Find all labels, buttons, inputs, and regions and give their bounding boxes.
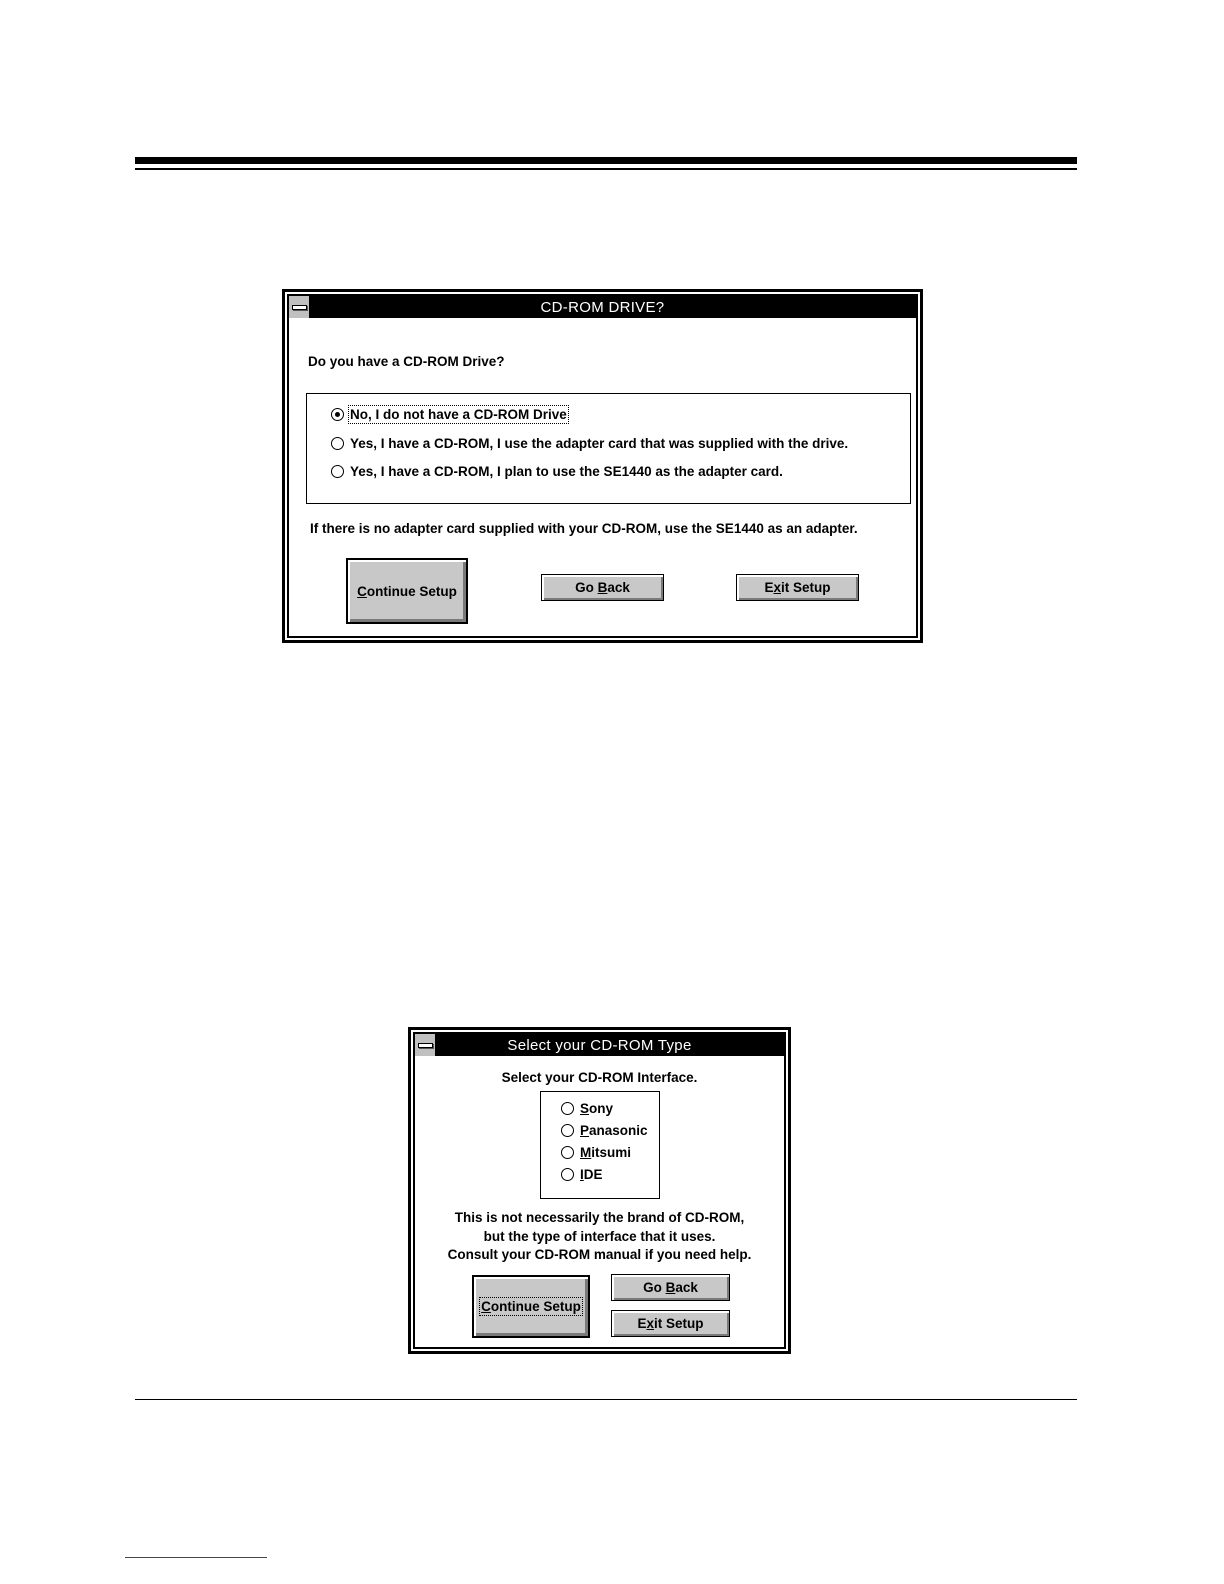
exit-setup-button[interactable]: Exit Setup	[611, 1310, 730, 1337]
radio-panasonic[interactable]: Panasonic	[561, 1123, 648, 1138]
title-bar	[415, 1034, 784, 1056]
radio-sony[interactable]: Sony	[561, 1101, 613, 1116]
system-menu-icon[interactable]	[415, 1034, 437, 1056]
radio-empty-icon	[561, 1124, 574, 1137]
footer-rule	[135, 1399, 1077, 1400]
options-group	[306, 393, 911, 504]
question-label: Do you have a CD-ROM Drive?	[308, 354, 505, 369]
radio-no-cdrom[interactable]	[331, 407, 567, 422]
radio-mitsumi[interactable]: Mitsumi	[561, 1145, 631, 1160]
dialog-frame	[287, 294, 918, 638]
adapter-note: If there is no adapter card supplied with your CD-ROM, use the SE1440 as an adapter.	[310, 521, 858, 536]
dialog-frame	[413, 1032, 786, 1349]
radio-empty-icon	[331, 465, 344, 478]
dialog-title: CD-ROM DRIVE?	[540, 298, 665, 316]
radio-empty-icon	[331, 437, 344, 450]
help-line-2: but the type of interface that it uses.	[483, 1229, 716, 1244]
cdrom-type-dialog	[408, 1027, 791, 1354]
radio-label: No, I do not have a CD-ROM Drive	[350, 407, 567, 422]
help-line-3: Consult your CD-ROM manual if you need help.	[447, 1247, 752, 1262]
go-back-button[interactable]: Go Back	[611, 1274, 730, 1301]
radio-empty-icon	[561, 1102, 574, 1115]
radio-selected-icon	[331, 408, 344, 421]
radio-ide[interactable]: IDE	[561, 1167, 603, 1182]
radio-own-adapter[interactable]	[331, 436, 848, 451]
exit-setup-button[interactable]: Exit Setup	[736, 574, 859, 601]
title-bar	[289, 296, 916, 318]
continue-setup-button[interactable]: Continue Setup	[472, 1275, 590, 1338]
header-rule-thin	[135, 168, 1077, 170]
radio-se1440-adapter[interactable]	[331, 464, 783, 479]
footer-link-underline	[125, 1557, 267, 1558]
go-back-button[interactable]: Go Back	[541, 574, 664, 601]
header-rule-thick	[135, 157, 1077, 164]
interface-prompt: Select your CD-ROM Interface.	[501, 1070, 698, 1085]
continue-setup-button[interactable]: Continue Setup	[346, 558, 468, 624]
interface-options-group	[540, 1091, 660, 1199]
system-menu-icon[interactable]	[289, 296, 311, 318]
radio-label: Yes, I have a CD-ROM, I plan to use the SE1440 as the adapter card.	[350, 464, 783, 479]
dialog-title: Select your CD-ROM Type	[507, 1036, 692, 1054]
help-line-1: This is not necessarily the brand of CD-ROM,	[454, 1210, 745, 1225]
radio-empty-icon	[561, 1146, 574, 1159]
cdrom-drive-dialog	[282, 289, 923, 643]
radio-empty-icon	[561, 1168, 574, 1181]
radio-label: Yes, I have a CD-ROM, I use the adapter card that was supplied with the drive.	[350, 436, 849, 451]
